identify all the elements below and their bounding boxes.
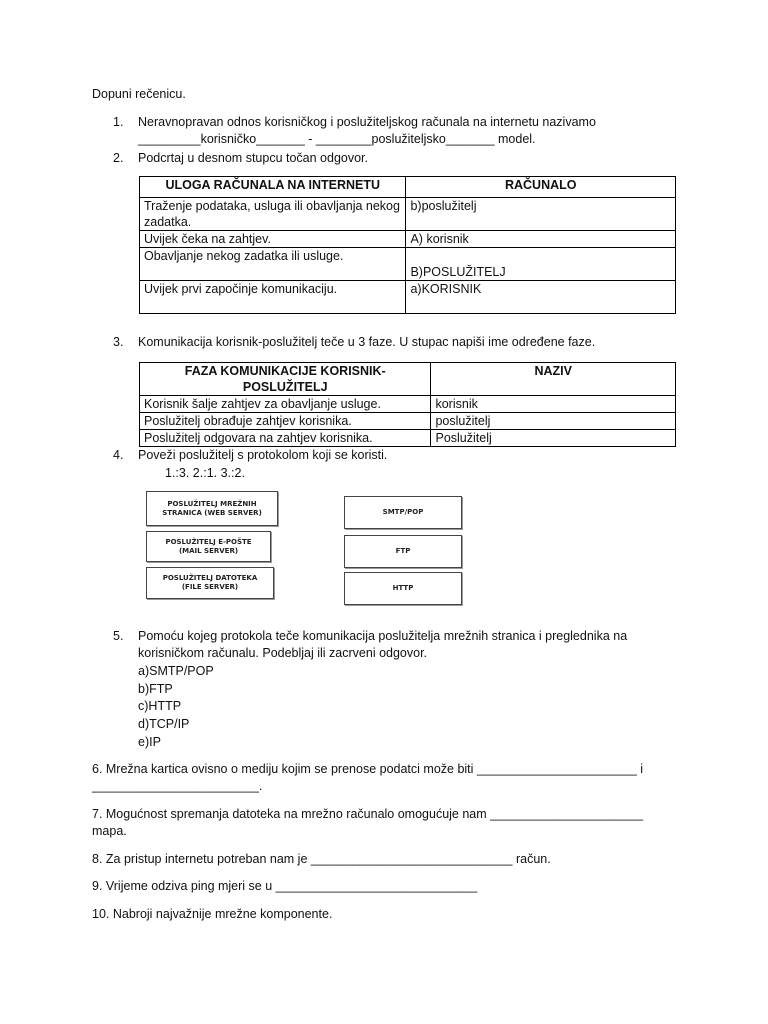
server-box-mail [146,531,271,562]
table-row [140,231,676,248]
server-sublabel: STRANICA (WEB SERVER) [162,508,262,517]
table-header: FAZA KOMUNIKACIJE KORISNIK-POSLUŽITELJ [140,363,431,396]
question-text: korisničkom računalu. Podebljaj ili zacrveni odgovor. [138,646,428,660]
table-header: RAČUNALO [406,177,676,198]
role-table [139,176,676,314]
server-box-web [146,491,278,526]
table-cell: poslužitelj [431,413,676,430]
question-text: 6. Mrežna kartica ovisno o mediju kojim se prenose podatci može biti _______________________ i [92,762,644,776]
question-text: Komunikacija korisnik-poslužitelj teče u 3 faze. U stupac napiši ime određene faze. [138,335,596,349]
server-sublabel: (FILE SERVER) [181,583,239,591]
table-cell: Poslužitelj odgovara na zahtjev korisnika. [140,430,431,447]
table-row [140,248,676,281]
option-c: c)HTTP [138,699,182,713]
question-text: Neravnopravan odnos korisničkog i poslužiteljskog računala na internetu nazivamo [138,115,596,129]
option-b: b)FTP [138,682,173,696]
table-cell: Uvijek čeka na zahtjev. [140,231,406,248]
table-header: ULOGA RAČUNALA NA INTERNETU [140,177,406,198]
question-10: 10. Nabroji najvažnije mrežne komponente. [92,907,333,921]
table-cell: Poslužitelj obrađuje zahtjev korisnika. [140,413,431,430]
question-number: 1. [113,115,124,129]
question-text: 7. Mogućnost spremanja datoteka na mrežno računalo omogućuje nam ______________________ [92,807,644,821]
question-3 [113,334,693,351]
server-label: POSLUŽITELJ MREŽNIH [167,499,257,508]
protocol-box-ftp: FTP [344,535,462,568]
question-number: 3. [113,335,124,349]
question-4 [113,447,653,464]
protocol-box-smtp: SMTP/POP [344,496,462,529]
table-cell: Poslužitelj [431,430,676,447]
table-cell: B)POSLUŽITELJ [406,248,676,281]
matching-answer: 1.:3. 2.:1. 3.:2. [165,466,245,480]
question-8: 8. Za pristup internetu potreban nam je _____________________________ račun. [92,852,551,866]
table-row [140,198,676,231]
question-text: Pomoću kojeg protokola teče komunikacija poslužitelja mrežnih stranica i preglednika na [138,629,628,643]
table-cell: A) korisnik [406,231,676,248]
question-answer-line: ________________________. [92,779,263,793]
server-sublabel: (MAIL SERVER) [178,546,239,555]
table-cell: korisnik [431,396,676,413]
table-row [140,281,676,314]
table-cell: Korisnik šalje zahtjev za obavljanje usluge. [140,396,431,413]
protocol-box-http: HTTP [344,572,462,605]
table-cell: Uvijek prvi započinje komunikaciju. [140,281,406,314]
table-cell: a)KORISNIK [406,281,676,314]
question-2 [113,150,653,167]
table-row [140,396,676,413]
question-text: Poveži poslužitelj s protokolom koji se koristi. [138,448,388,462]
phase-table [139,362,676,447]
question-number: 5. [113,629,124,643]
question-6 [92,761,692,795]
option-a: a)SMTP/POP [138,664,214,678]
question-number: 4. [113,448,124,462]
table-row [140,413,676,430]
worksheet-heading: Dopuni rečenicu. [92,87,186,101]
question-text: Podcrtaj u desnom stupcu točan odgovor. [138,151,369,165]
option-d: d)TCP/IP [138,717,190,731]
question-9: 9. Vrijeme odziva ping mjeri se u _____________________________ [92,879,478,893]
table-cell: Traženje podataka, usluga ili obavljanja nekog zadatka. [140,198,406,231]
option-e: e)IP [138,735,161,749]
table-row [140,430,676,447]
server-label: POSLUŽITELJ E-POŠTE [165,537,252,546]
question-7 [92,806,692,840]
question-number: 2. [113,151,124,165]
table-cell: Obavljanje nekog zadatka ili usluge. [140,248,406,281]
question-1 [113,114,653,148]
question-text: mapa. [92,824,127,838]
server-label: POSLUŽITELJ DATOTEKA [162,574,258,582]
table-cell: b)poslužitelj [406,198,676,231]
server-box-file [146,567,274,599]
question-answer-line: _________korisničko_______ - ________poslužiteljsko_______ model. [138,132,536,146]
question-5 [113,628,673,662]
table-header: NAZIV [431,363,676,396]
